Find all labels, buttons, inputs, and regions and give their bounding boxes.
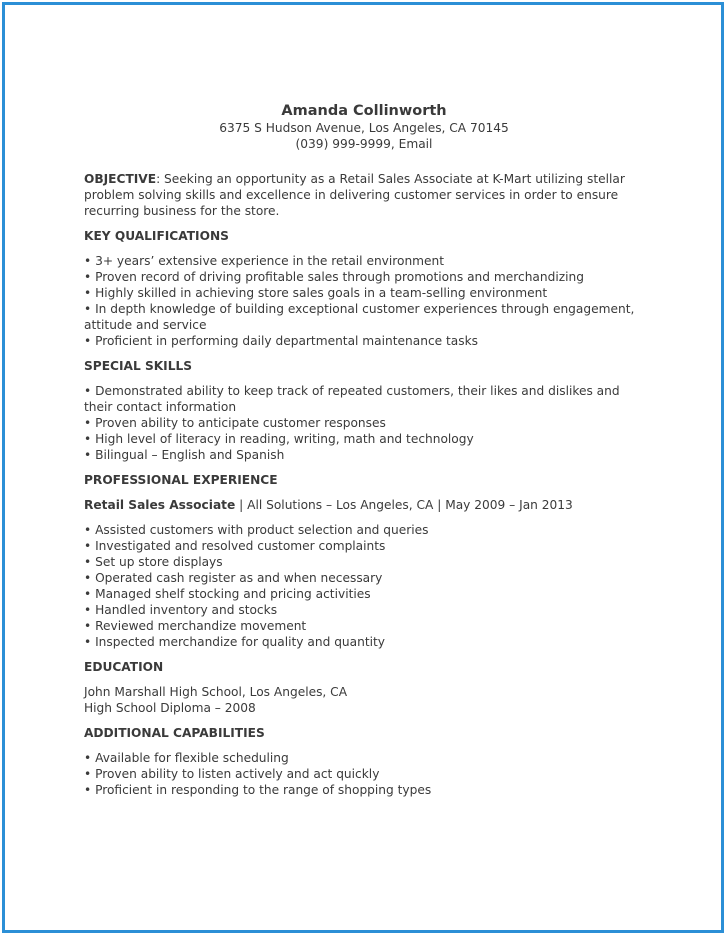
special-skills-list	[84, 383, 644, 463]
list-item: • Operated cash register as and when necessary	[84, 570, 644, 586]
list-item: • 3+ years’ extensive experience in the retail environment	[84, 253, 644, 269]
list-item: • Assisted customers with product selection and queries	[84, 522, 644, 538]
list-item: • Inspected merchandize for quality and quantity	[84, 634, 644, 650]
list-item: • Proficient in performing daily departmental maintenance tasks	[84, 333, 644, 349]
school-name: John Marshall High School, Los Angeles, CA	[84, 685, 348, 699]
experience-title: PROFESSIONAL EXPERIENCE	[84, 473, 278, 487]
resume-page	[84, 102, 644, 807]
address: 6375 S Hudson Avenue, Los Angeles, CA 70145	[219, 121, 509, 135]
list-item: • Handled inventory and stocks	[84, 602, 644, 618]
objective-section	[84, 171, 644, 219]
list-item: • High level of literacy in reading, writing, math and technology	[84, 431, 644, 447]
list-item: • Proven ability to listen actively and act quickly	[84, 766, 644, 782]
candidate-name: Amanda Collinworth	[281, 103, 447, 119]
list-item: • Reviewed merchandize movement	[84, 618, 644, 634]
education-details	[84, 684, 644, 716]
list-item: • Bilingual – English and Spanish	[84, 447, 644, 463]
list-item: • Highly skilled in achieving store sales goals in a team-selling environment	[84, 285, 644, 301]
list-item: • Managed shelf stocking and pricing activities	[84, 586, 644, 602]
job-heading	[84, 497, 644, 513]
list-item: • Proven record of driving profitable sales through promotions and merchandizing	[84, 269, 644, 285]
list-item: • Available for flexible scheduling	[84, 750, 644, 766]
key-qualifications-title: KEY QUALIFICATIONS	[84, 229, 229, 243]
resume-header	[84, 102, 644, 152]
additional-capabilities-list	[84, 750, 644, 798]
objective-text: : Seeking an opportunity as a Retail Sales Associate at K-Mart utilizing stellar problem solving skills and excellence in delivering customer services in order to ensure recurring business for the store.	[84, 172, 625, 218]
experience-list	[84, 522, 644, 650]
job-title: Retail Sales Associate	[84, 498, 236, 512]
list-item: • In depth knowledge of building exceptional customer experiences through engagement, attitude and service	[84, 301, 644, 333]
phone-email: (039) 999-9999, Email	[295, 137, 433, 151]
objective-label: OBJECTIVE	[84, 172, 157, 186]
special-skills-title: SPECIAL SKILLS	[84, 359, 193, 373]
list-item: • Proven ability to anticipate customer responses	[84, 415, 644, 431]
education-title: EDUCATION	[84, 660, 164, 674]
key-qualifications-list	[84, 253, 644, 349]
job-details: | All Solutions – Los Angeles, CA | May 2009 – Jan 2013	[235, 498, 573, 512]
list-item: • Proficient in responding to the range of shopping types	[84, 782, 644, 798]
additional-capabilities-title: ADDITIONAL CAPABILITIES	[84, 726, 265, 740]
list-item: • Set up store displays	[84, 554, 644, 570]
list-item: • Investigated and resolved customer complaints	[84, 538, 644, 554]
degree: High School Diploma – 2008	[84, 701, 256, 715]
list-item: • Demonstrated ability to keep track of repeated customers, their likes and dislikes and their contact information	[84, 383, 644, 415]
